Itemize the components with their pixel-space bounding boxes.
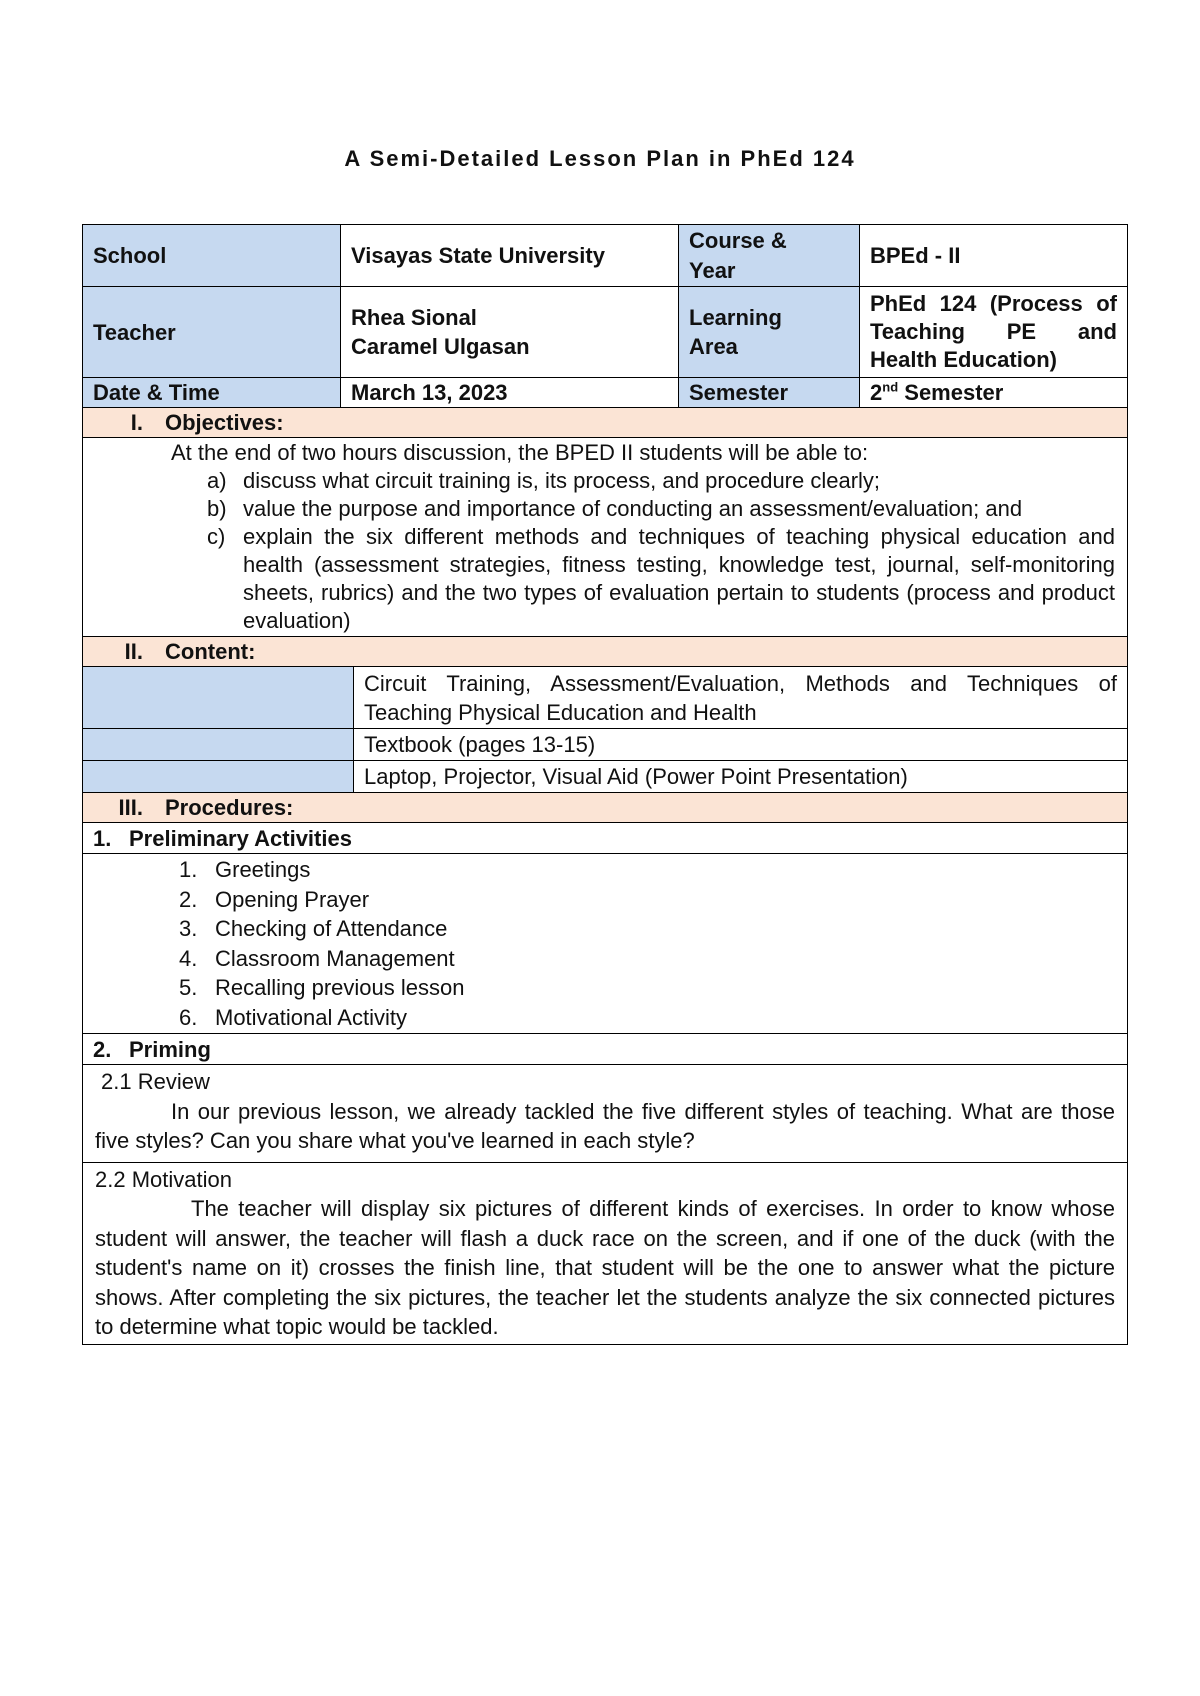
motivation-row	[83, 1162, 1128, 1344]
objectives-heading-text: Objectives:	[165, 410, 284, 435]
list-marker: 3.	[179, 916, 198, 941]
teacher-value	[341, 287, 679, 378]
priming-heading	[83, 1034, 1128, 1065]
list-marker: 6.	[179, 1004, 198, 1030]
priming-heading-row	[83, 1034, 1128, 1065]
objectives-heading-row	[83, 408, 1128, 438]
preliminary-list	[95, 855, 1115, 1032]
learning-area-value: PhEd 124 (Process of Teaching PE and Health Education)	[860, 287, 1128, 378]
list-item	[179, 855, 1115, 885]
document-title: A Semi-Detailed Lesson Plan in PhEd 124	[344, 146, 856, 171]
semester-label: Semester	[679, 378, 860, 408]
objective-item	[207, 495, 1115, 523]
list-marker: 2.	[179, 886, 198, 912]
priming-heading-text: Priming	[129, 1036, 211, 1062]
review-cell	[83, 1065, 1128, 1163]
list-text: Recalling previous lesson	[215, 975, 465, 1000]
procedures-num: III.	[118, 795, 143, 820]
motivation-cell	[83, 1162, 1128, 1344]
semester-value	[860, 378, 1128, 408]
objective-marker: c)	[207, 524, 226, 549]
objective-item	[207, 523, 1115, 635]
list-item	[179, 944, 1115, 974]
school-row	[83, 225, 1128, 287]
objective-item	[207, 467, 1115, 495]
content-heading-row	[83, 637, 1128, 667]
objectives-body-row	[83, 438, 1128, 637]
semester-word: Semester	[904, 380, 1004, 405]
procedures-heading	[83, 793, 1128, 823]
objective-marker: b)	[207, 496, 227, 521]
content-row	[83, 729, 1128, 761]
course-label-year: Year	[689, 257, 736, 283]
date-row	[83, 378, 1128, 408]
preliminary-marker: 1.	[93, 825, 112, 851]
preliminary-body	[83, 854, 1128, 1034]
list-item	[179, 914, 1115, 944]
date-value: March 13, 2023	[341, 378, 679, 408]
list-item	[179, 973, 1115, 1003]
content-heading-text: Content:	[165, 639, 256, 664]
date-label: Date & Time	[83, 378, 341, 408]
objectives-num: I.	[130, 410, 143, 435]
objectives-intro: At the end of two hours discussion, the BPED II students will be able to:	[171, 440, 869, 465]
content-row-text: Laptop, Projector, Visual Aid (Power Point Presentation)	[354, 761, 1128, 793]
semester-num: 2	[870, 380, 883, 405]
content-row-label	[83, 667, 354, 729]
preliminary-heading-text: Preliminary Activities	[129, 825, 352, 851]
content-row	[83, 761, 1128, 793]
list-marker: 4.	[179, 945, 198, 971]
list-text: Greetings	[215, 857, 311, 882]
school-value: Visayas State University	[341, 225, 679, 287]
learning-area-label-2: Area	[689, 334, 738, 359]
objectives-body	[83, 438, 1128, 637]
teacher-name-2: Caramel Ulgasan	[351, 334, 530, 359]
course-label-text: Course &	[689, 227, 787, 253]
learning-area-label	[679, 287, 860, 378]
learning-area-label-1: Learning	[689, 305, 782, 330]
list-text: Checking of Attendance	[215, 916, 448, 941]
review-label: 2.1 Review	[101, 1069, 210, 1094]
content-num: II.	[124, 639, 143, 664]
school-label: School	[83, 225, 341, 287]
preliminary-heading	[83, 823, 1128, 854]
teacher-row	[83, 287, 1128, 378]
lesson-plan-table	[82, 224, 1128, 1345]
list-text: Classroom Management	[215, 945, 455, 971]
procedures-heading-row	[83, 793, 1128, 823]
procedures-heading-text: Procedures:	[165, 795, 294, 820]
motivation-text: The teacher will display six pictures of different kinds of exercises. In order to know whose student will answer, the teacher will flash a duck race on the screen, and if one of the duck (with the student's name on it) crosses the finish line, that student will be the one to answer what the picture shows. After completing the six pictures, the teacher let the students analyze the six connected pictures to determine what topic would be tackled.	[95, 1196, 1115, 1339]
objectives-heading	[83, 408, 1128, 438]
list-marker: 1.	[179, 857, 198, 882]
objective-text: value the purpose and importance of conducting an assessment/evaluation; and	[243, 496, 1023, 521]
content-row	[83, 667, 1128, 729]
content-row-text: Textbook (pages 13-15)	[354, 729, 1128, 761]
objective-text: discuss what circuit training is, its process, and procedure clearly;	[243, 468, 881, 493]
objective-text: explain the six different methods and techniques of teaching physical education and health (assessment strategies, fitness testing, knowledge test, journal, self-monitoring sheets, rubrics) and the two types of evaluation pertain to students (process and product evaluation)	[243, 524, 1115, 633]
priming-marker: 2.	[93, 1036, 112, 1062]
content-heading	[83, 637, 1128, 667]
preliminary-heading-row	[83, 823, 1128, 854]
semester-sup: nd	[882, 379, 899, 395]
content-row-label	[83, 761, 354, 793]
list-item	[179, 885, 1115, 915]
list-text: Motivational Activity	[215, 1004, 407, 1030]
preliminary-body-row	[83, 854, 1128, 1034]
objectives-list	[95, 467, 1115, 635]
content-row-label	[83, 729, 354, 761]
teacher-label: Teacher	[83, 287, 341, 378]
review-text: In our previous lesson, we already tackled the five different styles of teaching. What are those five styles? Can you share what you've learned in each style?	[95, 1098, 1115, 1153]
teacher-name-1: Rhea Sional	[351, 305, 477, 330]
list-item	[179, 1003, 1115, 1033]
course-value: BPEd - II	[860, 225, 1128, 287]
list-marker: 5.	[179, 975, 198, 1000]
content-row-text: Circuit Training, Assessment/Evaluation, Methods and Techniques of Teaching Physical Education and Health	[354, 667, 1128, 729]
objective-marker: a)	[207, 468, 227, 493]
review-row	[83, 1065, 1128, 1163]
motivation-label: 2.2 Motivation	[95, 1166, 232, 1192]
course-label	[679, 225, 860, 287]
list-text: Opening Prayer	[215, 886, 370, 912]
